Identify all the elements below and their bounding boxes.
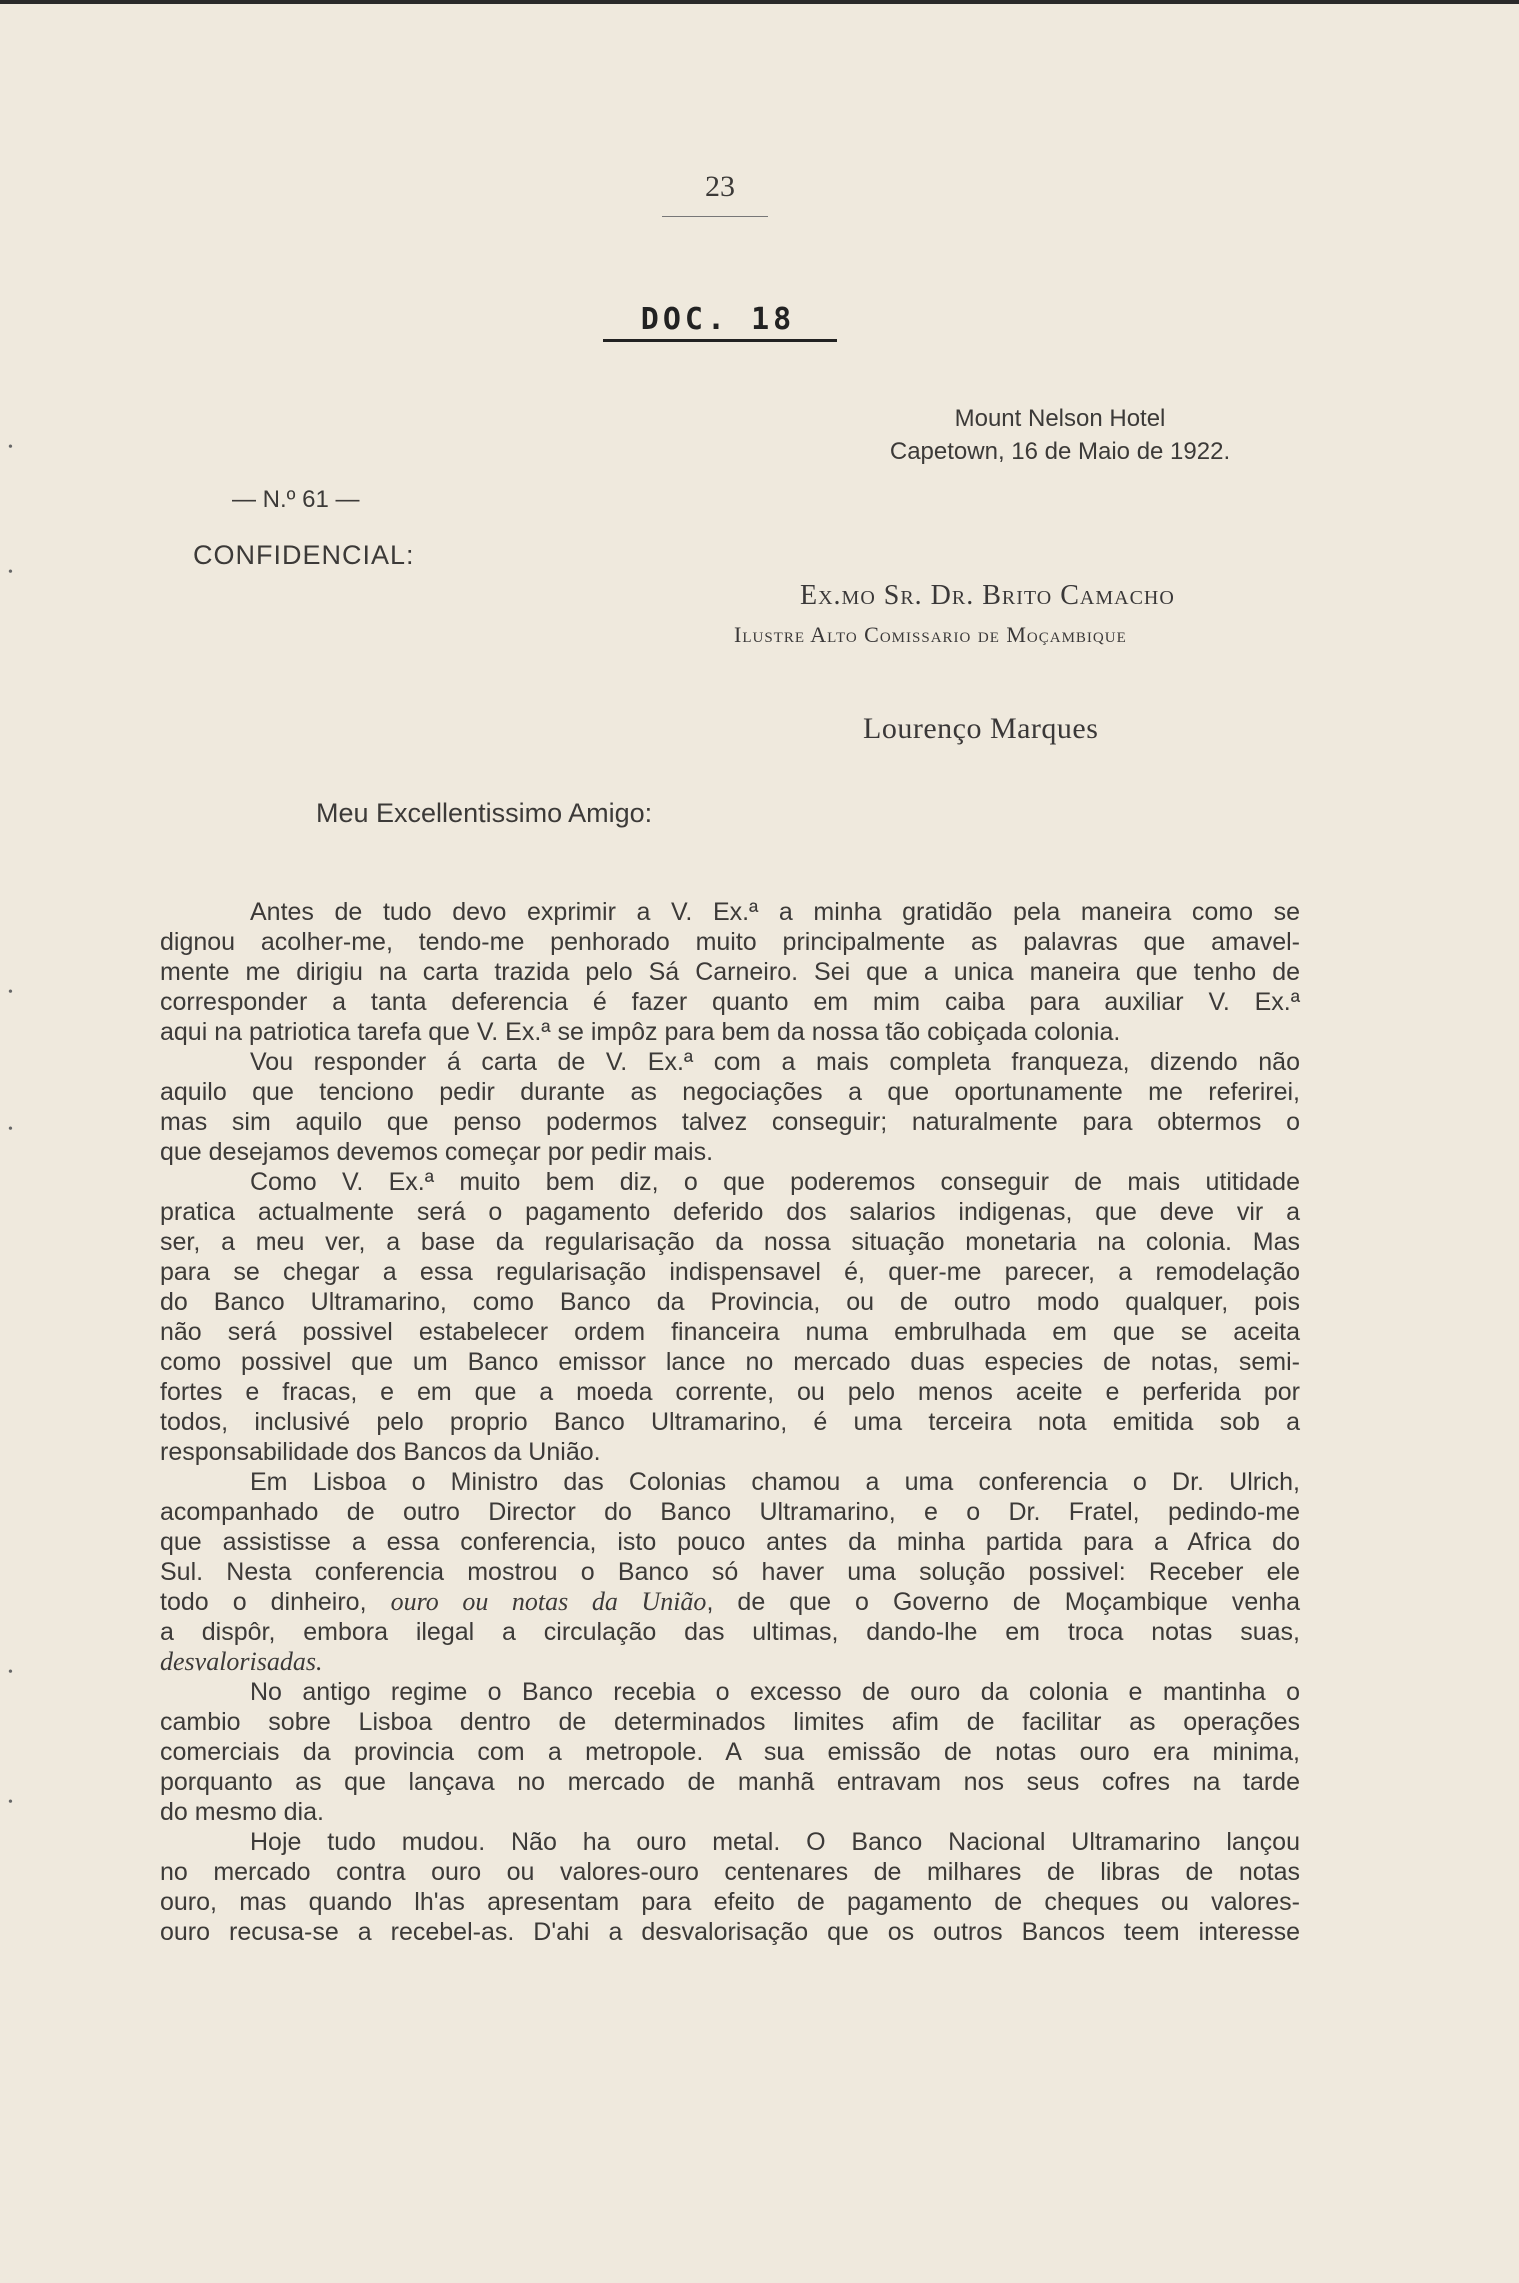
- letter-number: — N.º 61 —: [232, 486, 360, 513]
- body-line-text: Sul. Nesta conferencia mostrou o Banco só haver uma solução possivel: Receber ele: [160, 1558, 1300, 1586]
- body-line: [160, 1227, 1300, 1257]
- body-line: [160, 1827, 1300, 1857]
- body-line: [160, 957, 1300, 987]
- body-line-text: ouro recusa-se a recebel-as. D'ahi a desvalorisação que os outros Bancos teem interesse: [160, 1918, 1300, 1946]
- body-line-text: para se chegar a essa regularisação indispensavel é, quer-me parecer, a remodelação: [160, 1258, 1300, 1286]
- body-line: [160, 1137, 1300, 1167]
- letter-body: [160, 897, 1300, 1947]
- body-line: [160, 1647, 1300, 1677]
- addressee-line-3: Lourenço Marques: [863, 712, 1099, 745]
- body-line: [160, 1767, 1300, 1797]
- body-line: [160, 1917, 1300, 1947]
- body-line-text: que desejamos devemos começar por pedir mais.: [160, 1138, 714, 1166]
- body-line-text: fortes e fracas, e em que a moeda corrente, ou pelo menos aceite e perferida por: [160, 1378, 1300, 1406]
- body-line-text: porquanto as que lançava no mercado de manhã entravam nos seus cofres na tarde: [160, 1768, 1300, 1796]
- margin-mark: •: [8, 440, 13, 455]
- body-line: [160, 1677, 1300, 1707]
- body-line: [160, 987, 1300, 1017]
- body-line-text: do mesmo dia.: [160, 1798, 324, 1826]
- body-line: [160, 1017, 1300, 1047]
- body-line-text: todo o dinheiro,: [160, 1588, 391, 1616]
- body-line-text: que assistisse a essa conferencia, isto pouco antes da minha partida para a Africa do: [160, 1528, 1300, 1556]
- margin-mark: •: [8, 985, 13, 1000]
- body-line: [160, 1287, 1300, 1317]
- body-line: [160, 1467, 1300, 1497]
- body-line-text: como possivel que um Banco emissor lance no mercado duas especies de notas, semi-: [160, 1348, 1300, 1376]
- body-line-text: Antes de tudo devo exprimir a V. Ex.ª a minha gratidão pela maneira como se: [250, 898, 1300, 926]
- addressee-line-2: Ilustre Alto Comissario de Moçambique: [734, 622, 1127, 647]
- body-line-text: pratica actualmente será o pagamento deferido dos salarios indigenas, que deve vir a: [160, 1198, 1300, 1226]
- body-line: [160, 897, 1300, 927]
- body-line: [160, 1617, 1300, 1647]
- body-line: [160, 1317, 1300, 1347]
- margin-mark: •: [8, 1122, 13, 1137]
- body-line: [160, 1527, 1300, 1557]
- body-line: [160, 1257, 1300, 1287]
- margin-mark: •: [8, 565, 13, 580]
- body-line: [160, 1047, 1300, 1077]
- body-line-text: do Banco Ultramarino, como Banco da Provincia, ou de outro modo qualquer, pois: [160, 1288, 1300, 1316]
- body-line: [160, 1557, 1300, 1587]
- body-line-text: Em Lisboa o Ministro das Colonias chamou a uma conferencia o Dr. Ulrich,: [250, 1468, 1300, 1496]
- body-line: [160, 1497, 1300, 1527]
- body-line-text: não será possivel estabelecer ordem financeira numa embrulhada em que se aceita: [160, 1318, 1300, 1346]
- sender-line-1: Mount Nelson Hotel: [954, 405, 1166, 432]
- body-line: [160, 1797, 1300, 1827]
- body-line-text: mente me dirigiu na carta trazida pelo Sá Carneiro. Sei que a unica maneira que tenho de: [160, 958, 1300, 986]
- body-line-text: acompanhado de outro Director do Banco Ultramarino, e o Dr. Fratel, pedindo-me: [160, 1498, 1300, 1526]
- salutation: Meu Excellentissimo Amigo:: [316, 798, 653, 828]
- margin-mark: •: [8, 1795, 13, 1810]
- body-line: [160, 1707, 1300, 1737]
- body-line-text: Vou responder á carta de V. Ex.ª com a mais completa franqueza, dizendo não: [250, 1048, 1300, 1076]
- body-line-text: comerciais da provincia com a metropole. A sua emissão de notas ouro era minima,: [160, 1738, 1300, 1766]
- body-line: [160, 1197, 1300, 1227]
- body-line: [160, 1857, 1300, 1887]
- addressee-line-1: Ex.mo Sr. Dr. Brito Camacho: [800, 580, 1175, 611]
- body-line: [160, 1407, 1300, 1437]
- body-line-text: dignou acolher-me, tendo-me penhorado muito principalmente as palavras que amavel-: [160, 928, 1300, 956]
- body-line: [160, 1587, 1300, 1617]
- body-line-text: responsabilidade dos Bancos da União.: [160, 1438, 601, 1466]
- body-line-text: cambio sobre Lisboa dentro de determinados limites afim de facilitar as operações: [160, 1708, 1300, 1736]
- body-line-text-after: , de que o Governo de Moçambique venha: [706, 1588, 1300, 1616]
- body-line-text: aqui na patriotica tarefa que V. Ex.ª se impôz para bem da nossa tão cobiçada colonia.: [160, 1018, 1121, 1046]
- body-line: [160, 1737, 1300, 1767]
- body-line: [160, 1347, 1300, 1377]
- document-heading: DOC. 18: [640, 302, 796, 337]
- confidential-label: CONFIDENCIAL:: [193, 540, 415, 570]
- body-line: [160, 1887, 1300, 1917]
- page-number-underline: [662, 216, 768, 217]
- body-line-text: ser, a meu ver, a base da regularisação da nossa situação monetaria na colonia. Mas: [160, 1228, 1300, 1256]
- body-line-text: Como V. Ex.ª muito bem diz, o que poderemos conseguir de mais utitidade: [250, 1168, 1300, 1196]
- body-line: [160, 1377, 1300, 1407]
- body-line-text: ouro, mas quando lh'as apresentam para efeito de pagamento de cheques ou valores-: [160, 1888, 1300, 1916]
- body-line-text: No antigo regime o Banco recebia o excesso de ouro da colonia e mantinha o: [250, 1678, 1300, 1706]
- body-line-text: corresponder a tanta deferencia é fazer quanto em mim caiba para auxiliar V. Ex.ª: [160, 988, 1300, 1016]
- body-line-text: Hoje tudo mudou. Não ha ouro metal. O Banco Nacional Ultramarino lançou: [250, 1828, 1300, 1856]
- body-line-italic: desvalorisadas.: [160, 1647, 323, 1676]
- body-line-text: no mercado contra ouro ou valores-ouro centenares de milhares de libras de notas: [160, 1858, 1300, 1886]
- sender-line-2: Capetown, 16 de Maio de 1922.: [889, 438, 1231, 465]
- sender-address: [860, 402, 1260, 468]
- top-border: [0, 0, 1519, 4]
- body-line: [160, 1437, 1300, 1467]
- margin-mark: •: [8, 1665, 13, 1680]
- body-line: [160, 1107, 1300, 1137]
- body-line: [160, 927, 1300, 957]
- heading-underline: [603, 339, 837, 342]
- body-line: [160, 1077, 1300, 1107]
- page-number: 23: [705, 170, 735, 203]
- body-line-text: mas sim aquilo que penso podermos talvez conseguir; naturalmente para obtermos o: [160, 1108, 1300, 1136]
- body-line: [160, 1167, 1300, 1197]
- body-line-text: aquilo que tenciono pedir durante as negociações a que oportunamente me referirei,: [160, 1078, 1300, 1106]
- body-line-text: todos, inclusivé pelo proprio Banco Ultramarino, é uma terceira nota emitida sob a: [160, 1408, 1300, 1436]
- body-line-italic: ouro ou notas da União: [390, 1587, 707, 1616]
- body-line-text: a dispôr, embora ilegal a circulação das ultimas, dando-lhe em troca notas suas,: [160, 1618, 1300, 1646]
